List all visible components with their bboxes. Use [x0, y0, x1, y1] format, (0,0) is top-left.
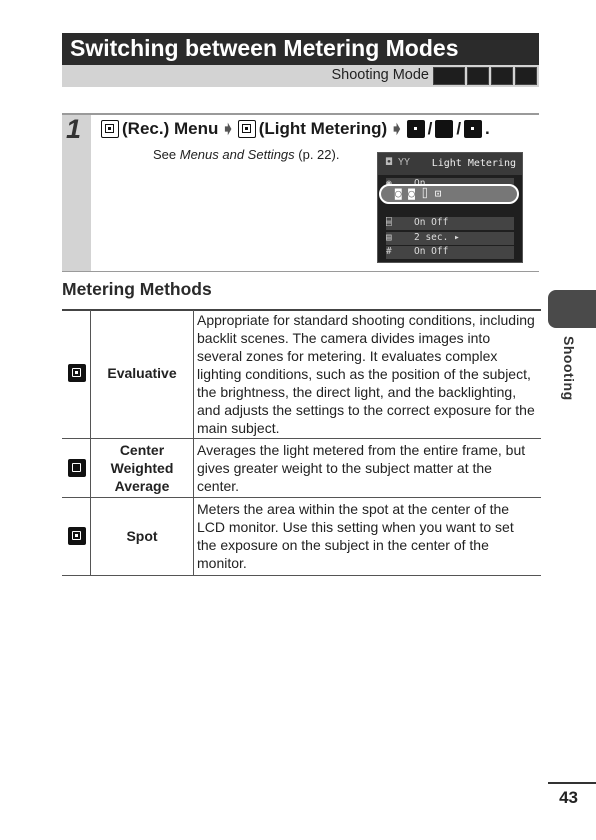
- lcd-metering-choices: ◙ ◙ ⌷ ⊡: [395, 187, 442, 200]
- table-divider: [193, 310, 194, 575]
- scene-mode-icon: [515, 67, 537, 85]
- light-metering-icon: [238, 120, 256, 138]
- arrow-right-icon: ➧: [390, 121, 404, 138]
- lcd-row-icon: #: [386, 246, 392, 257]
- rec-menu-icon: [101, 120, 119, 138]
- table-bottom-rule: [62, 575, 541, 576]
- lcd-row-icon: ⌸: [386, 217, 392, 228]
- page-number-rule: [548, 782, 596, 784]
- evaluative-metering-icon: [68, 364, 86, 382]
- lcd-title: Light Metering: [431, 158, 516, 169]
- center-weighted-option-icon: [435, 120, 453, 138]
- step-instruction: [101, 118, 490, 140]
- option-separator: /: [427, 119, 433, 138]
- option-separator: /: [456, 119, 462, 138]
- title-bar: [62, 33, 539, 65]
- center-weighted-metering-icon: [68, 459, 86, 477]
- lcd-tab-icons: ◘ ΥΥ: [386, 157, 411, 168]
- step-number: 1: [66, 114, 82, 144]
- table-row-divider: [62, 438, 541, 439]
- rec-menu-label: (Rec.) Menu: [122, 119, 219, 138]
- method-description: Appropriate for standard shooting conditions, including backlit scenes. The camera divides images into several zones for metering. It evaluates complex lighting conditions, such as the position of the subject, the brightness, the direct light, and the backlighting, and adjusts the settings to the correct exposure for the main subject.: [197, 312, 535, 436]
- spot-metering-icon: [68, 527, 86, 545]
- step-bottom-rule: [62, 271, 539, 272]
- light-metering-label: (Light Metering): [258, 119, 388, 138]
- see-suffix: (p. 22).: [294, 147, 340, 162]
- spot-option-icon: [464, 120, 482, 138]
- shooting-mode-bar: [62, 65, 539, 87]
- page-number: 43: [559, 788, 578, 807]
- shooting-mode-label: Shooting Mode: [331, 67, 429, 83]
- lcd-row: [386, 246, 514, 259]
- chapter-label-text: Shooting: [561, 336, 577, 401]
- lcd-row-value: On Off: [414, 246, 449, 257]
- see-prefix: See: [153, 147, 180, 162]
- chapter-tab: [548, 290, 596, 328]
- shooting-mode-icons: [433, 67, 537, 85]
- auto-mode-icon: [433, 67, 465, 85]
- lcd-row-value: On Off: [414, 217, 449, 228]
- evaluative-option-icon: [407, 120, 425, 138]
- see-reference: [153, 147, 339, 162]
- lcd-row-value: 2 sec. ▸: [414, 232, 460, 243]
- method-name: Center Weighted Average: [110, 442, 174, 494]
- chapter-label: [553, 336, 583, 416]
- manual-mode-icon: [467, 67, 489, 85]
- method-name: Spot: [126, 528, 158, 544]
- portrait-mode-icon: [491, 67, 513, 85]
- lcd-row-icon: ▤: [386, 232, 392, 243]
- method-name: Evaluative: [107, 365, 177, 381]
- table-row-divider: [62, 497, 541, 498]
- lcd-header: [378, 153, 522, 175]
- method-description: Meters the area within the spot at the center of the LCD monitor. Use this setting when you want to set the exposure on the subject in the center of the monitor.: [197, 501, 514, 571]
- section-title: Metering Methods: [62, 279, 212, 299]
- lcd-metering-selection: [379, 184, 519, 204]
- camera-lcd-screenshot: [377, 152, 523, 263]
- lcd-row: [386, 217, 514, 230]
- instruction-period: .: [485, 119, 490, 138]
- method-description: Averages the light metered from the entire frame, but gives greater weight to the subject matter at the center.: [197, 442, 526, 494]
- lcd-row: [386, 232, 514, 245]
- menus-settings-link[interactable]: Menus and Settings: [179, 147, 295, 162]
- arrow-right-icon: ➧: [221, 121, 235, 138]
- page-title: Switching between Metering Modes: [70, 35, 459, 61]
